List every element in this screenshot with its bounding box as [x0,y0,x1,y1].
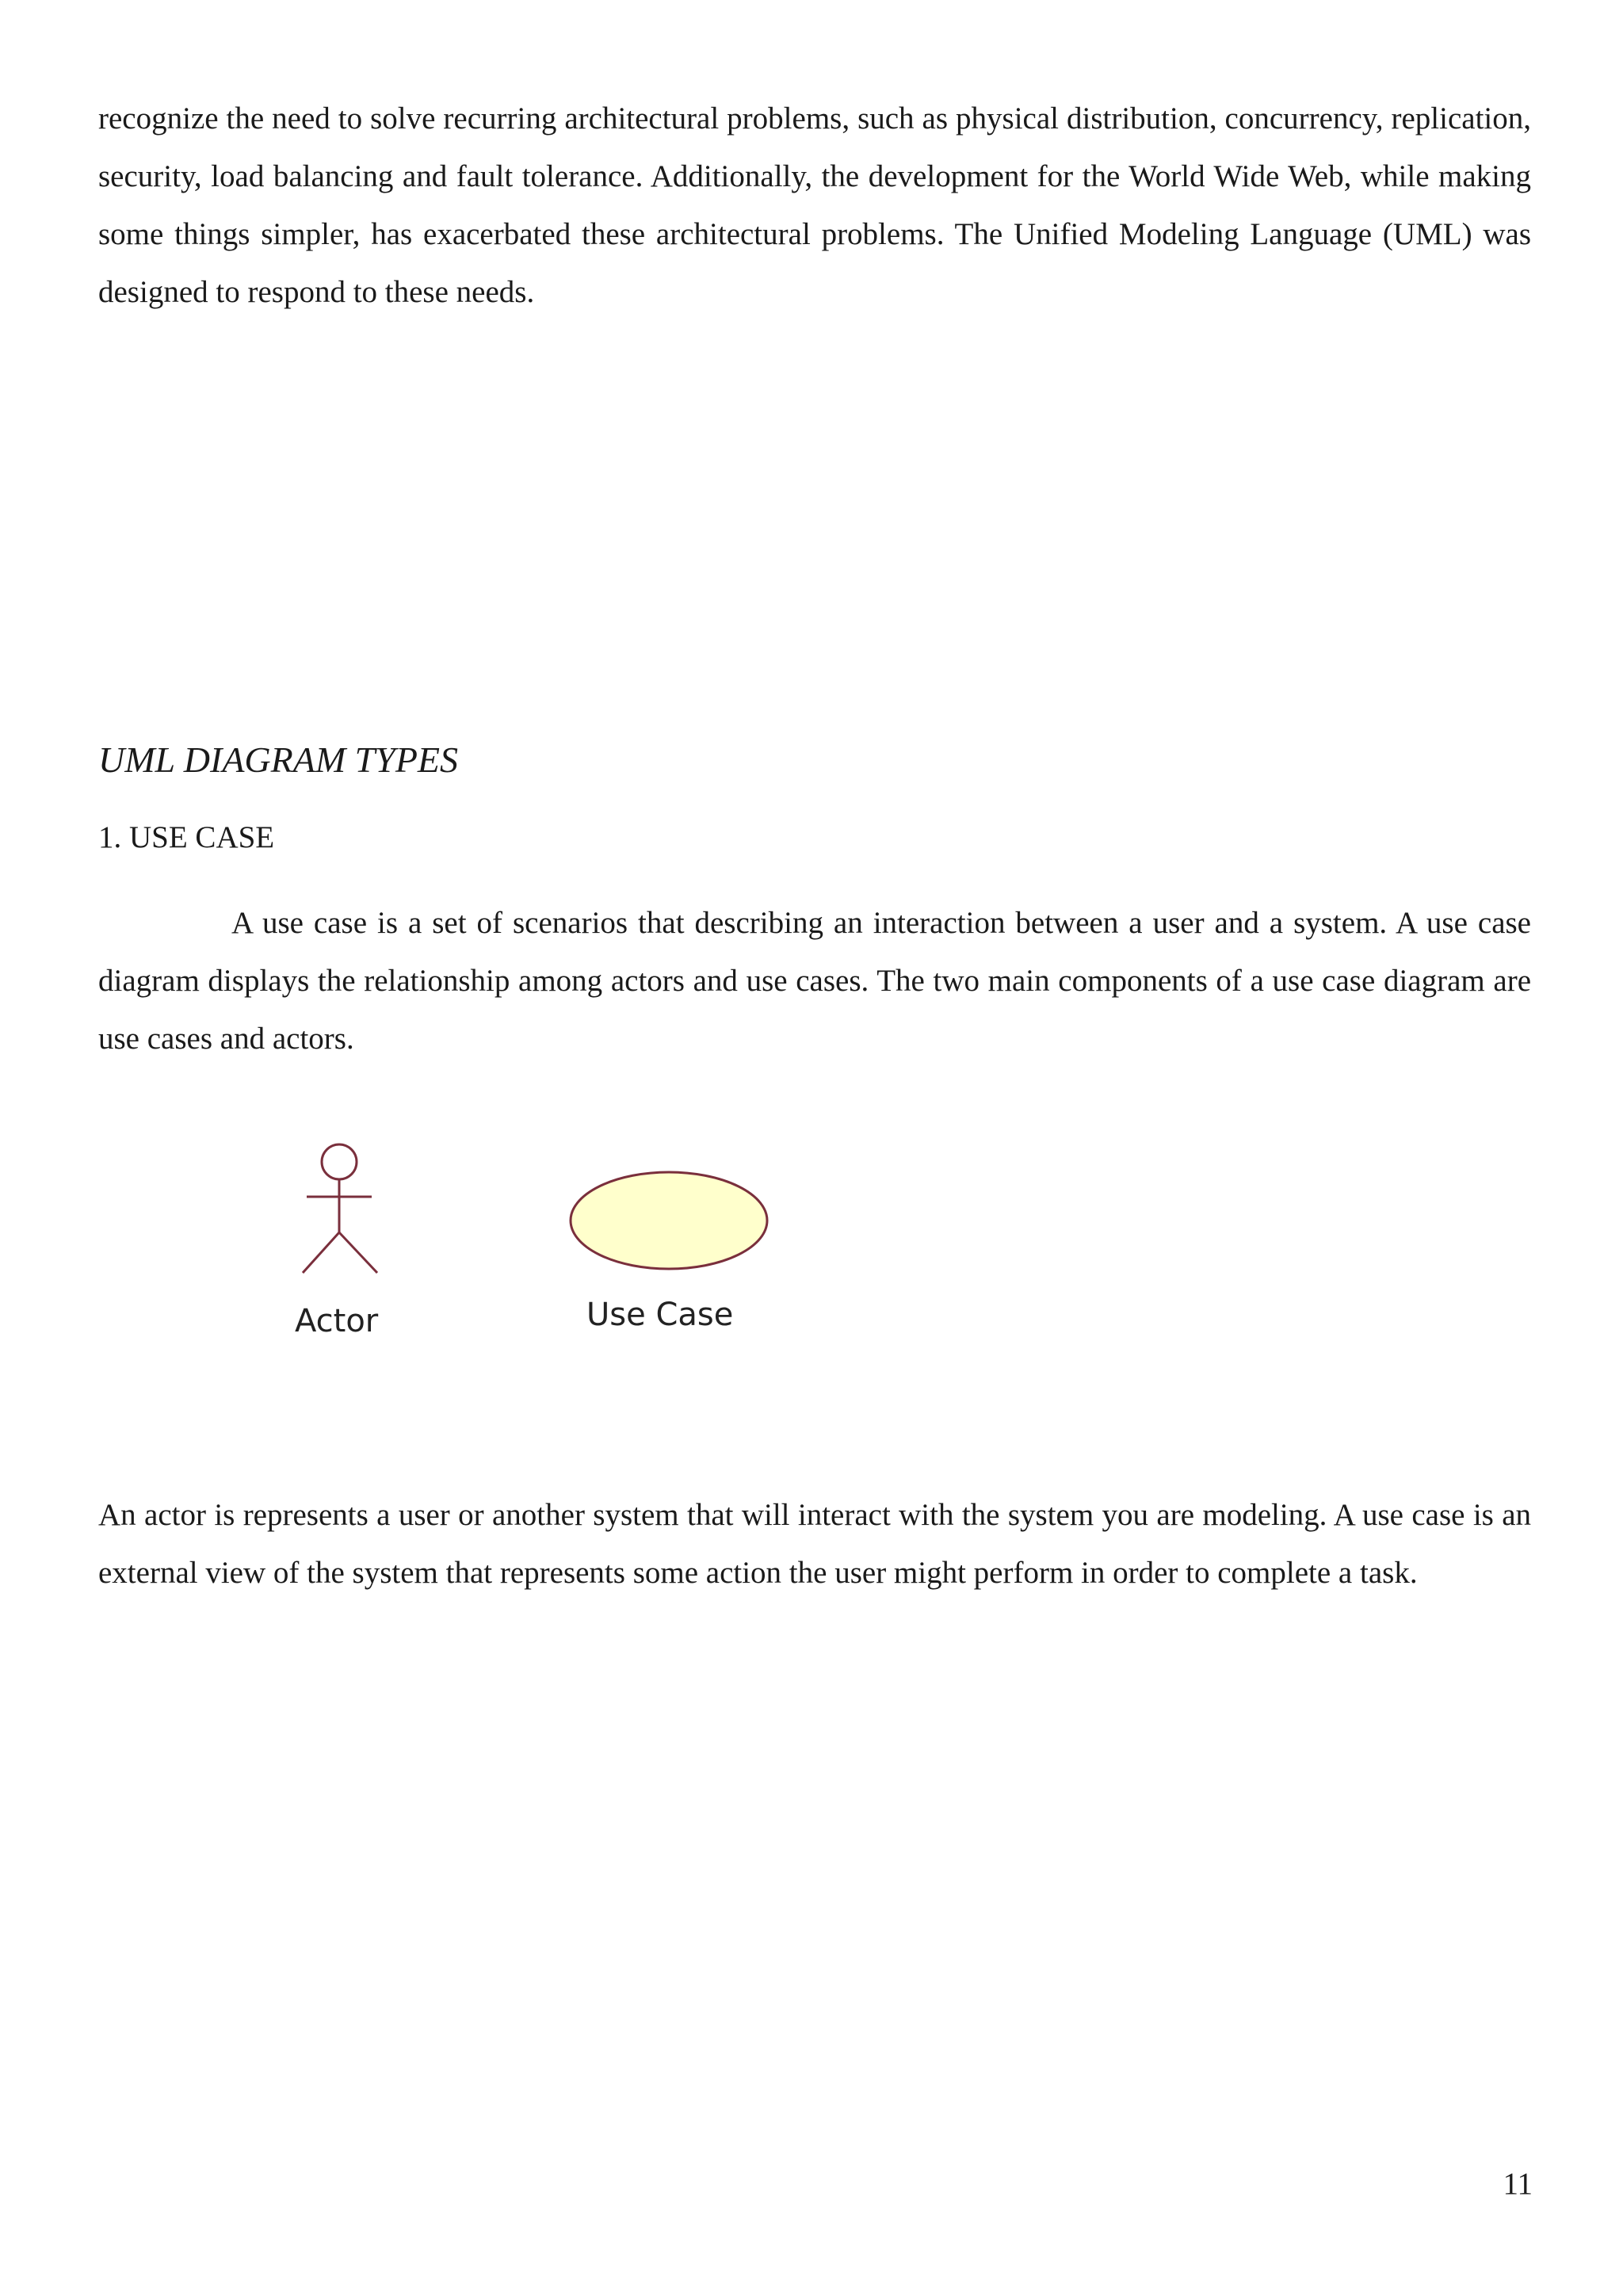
use-case-label: Use Case [586,1297,734,1333]
page-number: 11 [1503,2167,1533,2201]
actor-label: Actor [295,1303,379,1339]
actor-paragraph: An actor is represents a user or another system that will interact with the system you are modeling. A use case is an external view of the system that represents some action the user might perform in order to complete a task. [98,1498,1531,1590]
use-case-paragraph: A use case is a set of scenarios that describing an interaction between a user and a system. A use case diagram displays the relationship among actors and use cases. The two main components of a use case diagram are use cases and actors. [98,906,1531,1056]
section-heading: UML DIAGRAM TYPES [98,739,459,780]
use-case-ellipse-icon [571,1172,767,1269]
intro-paragraph: recognize the need to solve recurring architectural problems, such as physical distribution, concurrency, replication, security, load balancing and fault tolerance. Additionally, the development for the World Wide Web, while making some things simpler, has exacerbated these architectural problems. The Unified Modeling Language (UML) was designed to respond to these needs. [98,101,1531,309]
use-case-subheading: 1. USE CASE [98,820,275,854]
actor-stick-figure-icon [303,1144,377,1273]
use-case-figure [262,1117,800,1355]
